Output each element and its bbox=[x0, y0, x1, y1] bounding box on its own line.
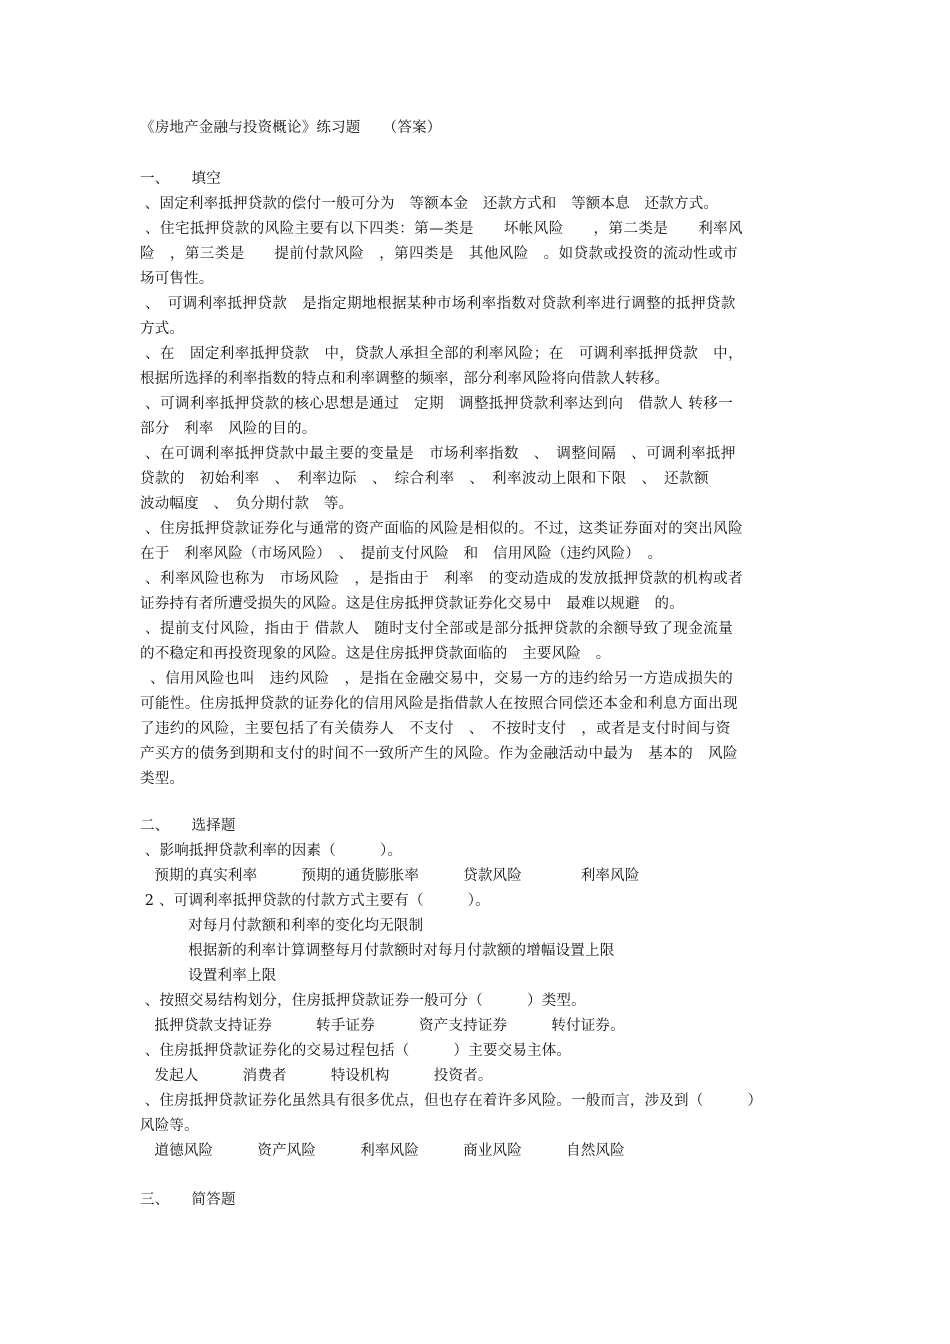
text-line: 类型。 bbox=[140, 771, 185, 787]
option-line: 发起人 消费者 特设机构 投资者。 bbox=[140, 1068, 493, 1084]
text-line: 险 ，第三类是 提前付款风险 ，第四类是 其他风险 。如贷款或投资的流动性或市 bbox=[140, 246, 738, 262]
text-line: 证券持有者所遭受损失的风险。这是住房抵押贷款证券化交易中 最难以规避 的。 bbox=[140, 596, 684, 612]
question-line: 风险等。 bbox=[140, 1118, 199, 1134]
text-line: 产买方的债务到期和支付的时间不一致所产生的风险。作为金融活动中最为 基本的 风险 bbox=[140, 746, 738, 762]
option-line: 根据新的利率计算调整每月付款额时对每月付款额的增幅设置上限 bbox=[140, 943, 615, 959]
text-line: 、 可调利率抵押贷款 是指定期地根据某种市场利率指数对贷款利率进行调整的抵押贷款 bbox=[140, 296, 736, 312]
text-line: 了违约的风险，主要包括了有关债券人 不支付 、 不按时支付 ，或者是支付时间与资 bbox=[140, 721, 731, 737]
question-line: 2 、可调利率抵押贷款的付款方式主要有（ ）。 bbox=[140, 893, 490, 909]
text-line: 、固定利率抵押贷款的偿付一般可分为 等额本金 还款方式和 等额本息 还款方式。 bbox=[140, 196, 719, 212]
text-line: 、在 固定利率抵押贷款 中，贷款人承担全部的利率风险；在 可调利率抵押贷款 中， bbox=[140, 346, 744, 362]
section-heading-short-answer: 三、 简答题 bbox=[140, 1192, 236, 1208]
option-line: 抵押贷款支持证券 转手证券 资产支持证券 转付证券。 bbox=[140, 1018, 625, 1034]
text-line: 、住宅抵押贷款的风险主要有以下四类：第—类是 坏帐风险 ，第二类是 利率风 bbox=[140, 221, 744, 237]
text-line: 贷款的 初始利率 、 利率边际 、 综合利率 、 利率波动上限和下限 、 还款额 bbox=[140, 471, 709, 487]
question-line: 、住房抵押贷款证券化的交易过程包括（ ）主要交易主体。 bbox=[140, 1043, 572, 1059]
text-line: 场可售性。 bbox=[140, 271, 214, 287]
text-line: 、住房抵押贷款证券化与通常的资产面临的风险是相似的。不过，这类证券面对的突出风险 bbox=[140, 521, 744, 537]
section-heading-multiple-choice: 二、 选择题 bbox=[140, 818, 236, 834]
document-title: 《房地产金融与投资概论》练习题 （答案） bbox=[140, 120, 442, 136]
text-line: 、信用风险也叫 违约风险 ，是指在金融交易中，交易一方的违约给另一方造成损失的 bbox=[140, 671, 734, 687]
option-line: 预期的真实利率 预期的通货膨胀率 贷款风险 利率风险 bbox=[140, 868, 640, 884]
question-line: 、住房抵押贷款证券化虽然具有很多优点，但也存在着许多风险。一般而言，涉及到（ ） bbox=[140, 1093, 763, 1109]
text-line: 、可调利率抵押贷款的核心思想是通过 定期 调整抵押贷款利率达到向 借款人 转移一 bbox=[140, 396, 734, 412]
text-line: 根据所选择的利率指数的特点和利率调整的频率，部分利率风险将向借款人转移。 bbox=[140, 371, 670, 387]
text-line: 方式。 bbox=[140, 321, 185, 337]
text-line: 、提前支付风险，指由于 借款人 随时支付全部或是部分抵押贷款的余额导致了现金流量 bbox=[140, 621, 734, 637]
option-line: 道德风险 资产风险 利率风险 商业风险 自然风险 bbox=[140, 1143, 625, 1159]
text-line: 在于 利率风险（市场风险） 、 提前支付风险 和 信用风险（违约风险） 。 bbox=[140, 546, 663, 562]
text-line: 、利率风险也称为 市场风险 ，是指由于 利率 的变动造成的发放抵押贷款的机构或者 bbox=[140, 571, 744, 587]
section-heading-fill-blank: 一、 填空 bbox=[140, 171, 221, 187]
option-line: 对每月付款额和利率的变化均无限制 bbox=[140, 918, 424, 934]
option-line: 设置利率上限 bbox=[140, 968, 277, 984]
text-line: 的不稳定和再投资现象的风险。这是住房抵押贷款面临的 主要风险 。 bbox=[140, 646, 611, 662]
text-line: 、在可调利率抵押贷款中最主要的变量是 市场利率指数 、 调整间隔 、可调利率抵押 bbox=[140, 446, 736, 462]
question-line: 、影响抵押贷款利率的因素（ ）。 bbox=[140, 843, 403, 859]
text-line: 可能性。住房抵押贷款的证券化的信用风险是指借款人在按照合同偿还本金和利息方面出现 bbox=[140, 696, 738, 712]
text-line: 波动幅度 、 负分期付款 等。 bbox=[140, 496, 354, 512]
question-line: 、按照交易结构划分，住房抵押贷款证券一般可分（ ）类型。 bbox=[140, 993, 586, 1009]
text-line: 部分 利率 风险的目的。 bbox=[140, 421, 317, 437]
